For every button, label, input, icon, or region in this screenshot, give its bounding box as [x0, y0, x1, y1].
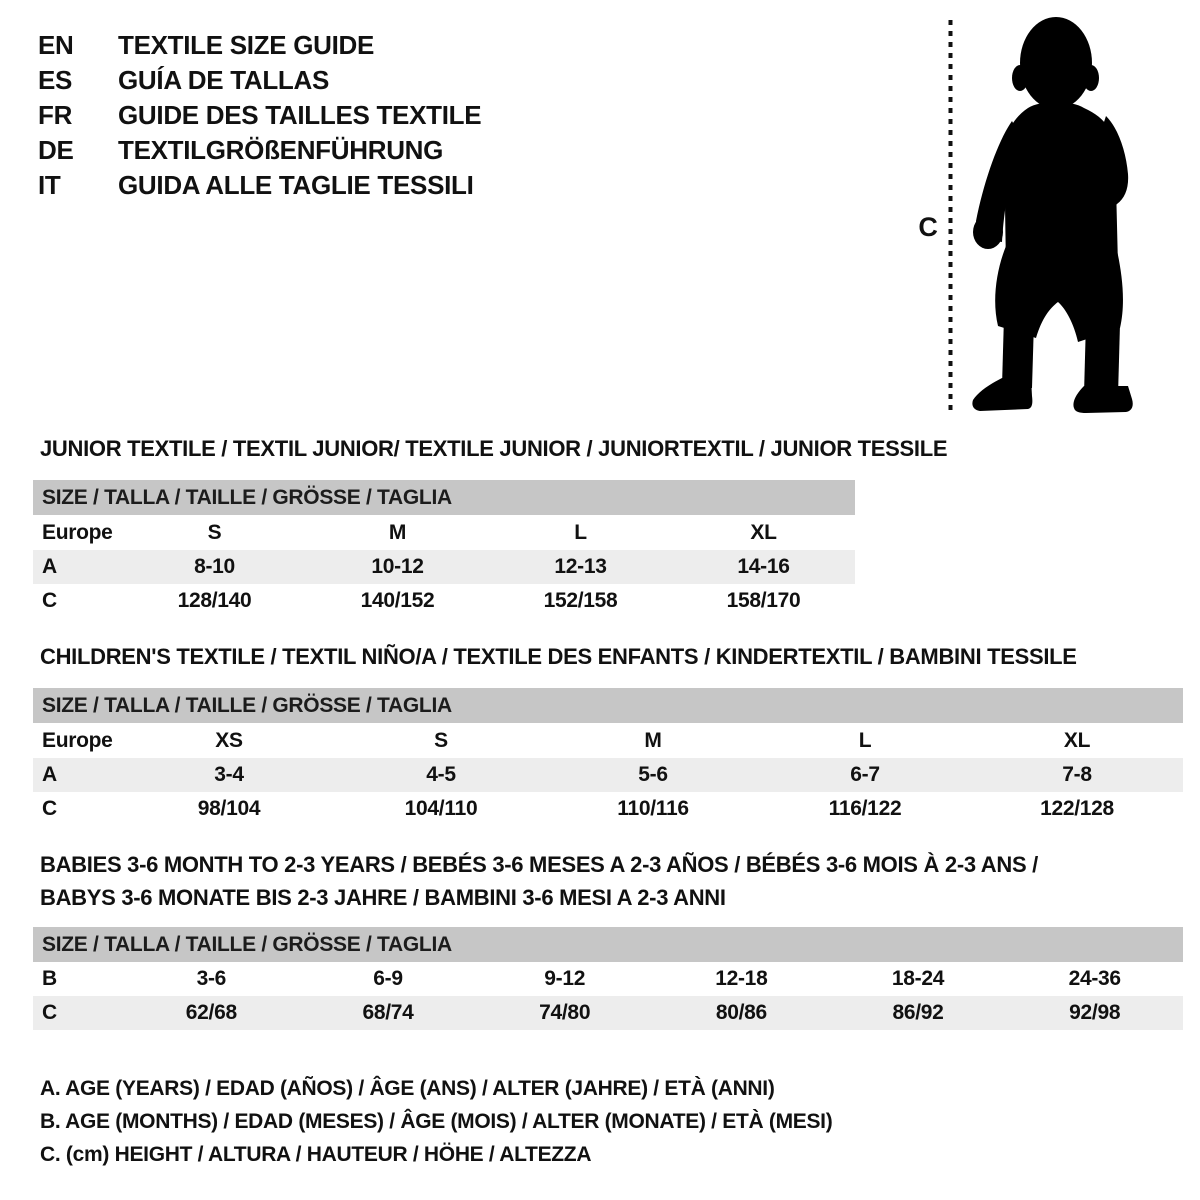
row-label: C	[42, 1001, 57, 1024]
height-cell: 122/128	[1040, 797, 1114, 820]
row-label: A	[42, 763, 57, 786]
row-label: C	[42, 589, 57, 612]
height-cell: 86/92	[892, 1001, 944, 1024]
height-cell: 140/152	[360, 589, 435, 612]
size-cell: L	[858, 729, 872, 752]
guide-title-de: TEXTILGRÖßENFÜHRUNG	[118, 135, 444, 165]
age-cell: 24-36	[1068, 967, 1121, 990]
row-label: C	[42, 797, 57, 820]
guide-title-es: GUÍA DE TALLAS	[118, 65, 330, 95]
language-code: ES	[38, 65, 73, 95]
table-row-age	[33, 758, 1183, 792]
language-row-en	[38, 28, 481, 63]
age-cell: 3-4	[214, 763, 244, 786]
size-cell: XL	[750, 521, 777, 544]
language-code: DE	[38, 135, 74, 165]
language-code: EN	[38, 30, 74, 60]
guide-title-en: TEXTILE SIZE GUIDE	[118, 30, 375, 60]
language-row-fr	[38, 98, 481, 133]
table-row-height	[33, 584, 855, 618]
table-row-europe	[33, 724, 1183, 758]
size-cell: M	[644, 729, 662, 752]
legend-age-months: B. AGE (MONTHS) / EDAD (MESES) / ÂGE (MOIS) / ALTER (MONATE) / ETÀ (MESI)	[40, 1109, 833, 1133]
age-cell: 18-24	[891, 967, 945, 990]
row-label: Europe	[42, 521, 113, 544]
age-cell: 12-13	[554, 555, 607, 578]
language-row-es	[38, 63, 481, 98]
guide-title-it: GUIDA ALLE TAGLIE TESSILI	[118, 170, 474, 200]
children-size-table	[33, 724, 1183, 826]
size-cell: S	[207, 521, 222, 544]
height-cell: 98/104	[197, 797, 261, 820]
age-cell: 9-12	[544, 967, 586, 990]
age-cell: 7-8	[1062, 763, 1092, 786]
height-cell: 92/98	[1069, 1001, 1121, 1024]
legend-block	[40, 1072, 832, 1171]
children-size-header-bar: SIZE / TALLA / TAILLE / GRÖSSE / TAGLIA	[33, 688, 1183, 723]
height-cell: 62/68	[185, 1001, 237, 1024]
size-cell: L	[574, 521, 587, 544]
table-row-height	[33, 996, 1183, 1030]
babies-heading-line1: BABIES 3-6 MONTH TO 2-3 YEARS / BEBÉS 3-6 MESES A 2-3 AÑOS / BÉBÉS 3-6 MOIS À 2-3 ANS /	[40, 852, 1038, 877]
babies-size-table	[33, 962, 1183, 1030]
height-cell: 116/122	[828, 797, 902, 820]
age-cell: 14-16	[737, 555, 790, 578]
guide-title-fr: GUIDE DES TAILLES TEXTILE	[118, 100, 482, 130]
table-row-height	[33, 792, 1183, 826]
height-cell: 110/116	[617, 797, 689, 820]
table-row-age-months	[33, 962, 1183, 996]
junior-section-heading: JUNIOR TEXTILE / TEXTIL JUNIOR/ TEXTILE JUNIOR / JUNIORTEXTIL / JUNIOR TESSILE	[40, 436, 948, 461]
age-cell: 5-6	[638, 763, 668, 786]
row-label: A	[42, 555, 57, 578]
age-cell: 6-9	[373, 967, 403, 990]
height-cell: 128/140	[177, 589, 252, 612]
row-label: B	[42, 967, 57, 990]
language-row-de	[38, 133, 481, 168]
language-code: FR	[38, 100, 73, 130]
size-cell: XL	[1063, 729, 1091, 752]
height-cell: 80/86	[715, 1001, 767, 1024]
language-code: IT	[38, 170, 61, 200]
age-cell: 8-10	[194, 555, 235, 578]
age-cell: 12-18	[715, 967, 768, 990]
height-cell: 68/74	[362, 1001, 414, 1024]
junior-size-header-bar: SIZE / TALLA / TAILLE / GRÖSSE / TAGLIA	[33, 480, 855, 515]
size-cell: M	[388, 521, 407, 544]
babies-section-heading	[40, 848, 1038, 914]
size-cell: XS	[215, 729, 243, 752]
toddler-silhouette	[940, 14, 1140, 418]
age-cell: 3-6	[196, 967, 227, 990]
junior-size-table	[33, 516, 855, 618]
legend-height-cm: C. (cm) HEIGHT / ALTURA / HAUTEUR / HÖHE / ALTEZZA	[40, 1142, 592, 1166]
height-cell: 104/110	[404, 797, 478, 820]
language-title-block	[38, 28, 481, 203]
babies-heading-line2: BABYS 3-6 MONATE BIS 2-3 JAHRE / BAMBINI 3-6 MESI A 2-3 ANNI	[40, 885, 726, 910]
size-cell: S	[434, 729, 448, 752]
height-cell: 158/170	[726, 589, 801, 612]
table-row-europe	[33, 516, 855, 550]
row-label: Europe	[42, 729, 113, 752]
language-row-it	[38, 168, 481, 203]
height-measure-label: C	[918, 212, 938, 242]
legend-age-years: A. AGE (YEARS) / EDAD (AÑOS) / ÂGE (ANS) / ALTER (JAHRE) / ETÀ (ANNI)	[40, 1076, 775, 1100]
height-cell: 152/158	[543, 589, 618, 612]
table-row-age	[33, 550, 855, 584]
age-cell: 4-5	[426, 763, 456, 786]
age-cell: 10-12	[371, 555, 424, 578]
children-section-heading: CHILDREN'S TEXTILE / TEXTIL NIÑO/A / TEXTILE DES ENFANTS / KINDERTEXTIL / BAMBINI TESSILE	[40, 644, 1077, 669]
height-cell: 74/80	[539, 1001, 591, 1024]
age-cell: 6-7	[850, 763, 880, 786]
babies-size-header-bar: SIZE / TALLA / TAILLE / GRÖSSE / TAGLIA	[33, 927, 1183, 962]
toddler-silhouette-shapes	[972, 17, 1132, 413]
